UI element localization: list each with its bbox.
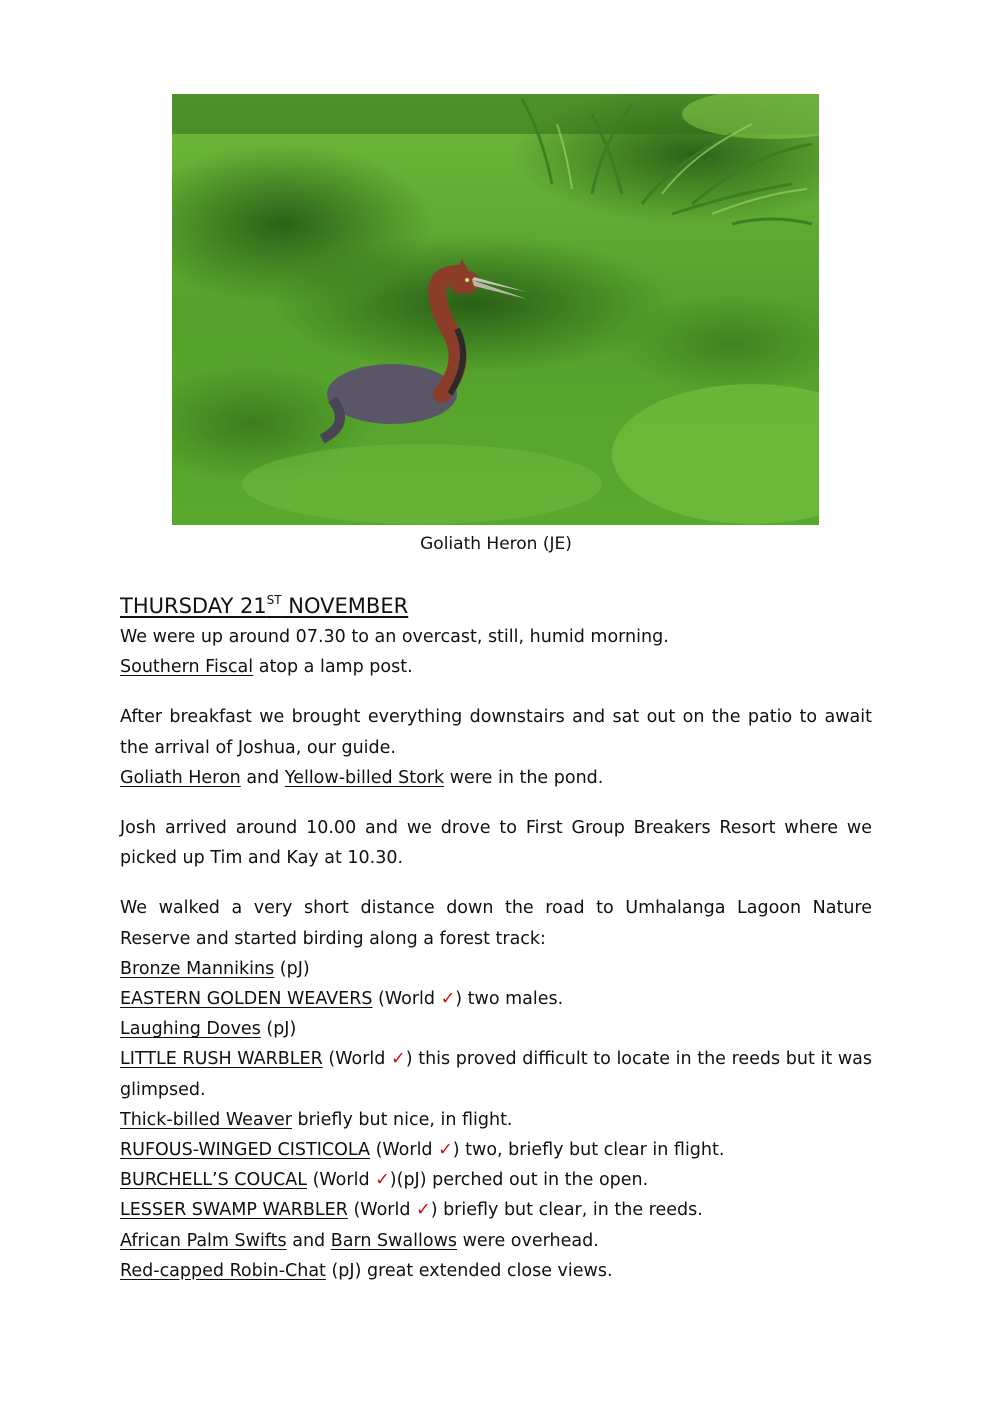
text: (World	[307, 1170, 376, 1191]
text: were in the pond.	[444, 767, 604, 788]
text: and	[286, 1230, 331, 1251]
text: (pJ)	[274, 958, 310, 979]
text: ) this proved difficult to locate in the reeds but it was glimpsed.	[120, 1049, 872, 1100]
list-item	[120, 1135, 872, 1165]
list-item	[120, 984, 872, 1014]
paragraph-1-line-1: We were up around 07.30 to an overcast, still, humid morning.	[120, 627, 669, 647]
tick-icon: ✓	[391, 1049, 406, 1070]
list-item	[120, 1165, 872, 1195]
paragraph-2: After breakfast we brought everything downstairs and sat out on the patio to await the arrival of Joshua, our guide.	[120, 707, 872, 758]
species-name: RUFOUS-WINGED CISTICOLA	[120, 1140, 370, 1161]
list-item	[120, 1014, 872, 1044]
list-item	[120, 1105, 872, 1135]
text: (pJ) great extended close views.	[325, 1260, 613, 1281]
text: briefly but nice, in flight.	[291, 1109, 513, 1130]
list-item	[120, 1256, 872, 1286]
paragraph-3: Josh arrived around 10.00 and we drove to First Group Breakers Resort where we picked up Tim and Kay at 10.30.	[120, 818, 872, 869]
species-name: Barn Swallows	[330, 1230, 457, 1251]
paragraph-1-line-2	[120, 652, 872, 682]
species-goliath-heron: Goliath Heron	[120, 767, 241, 788]
species-name: Red-capped Robin-Chat	[120, 1260, 326, 1281]
tick-icon: ✓	[375, 1170, 390, 1191]
list-item	[120, 954, 872, 984]
species-name: EASTERN GOLDEN WEAVERS	[120, 989, 373, 1010]
species-name: Bronze Mannikins	[120, 958, 275, 979]
tick-icon: ✓	[440, 989, 456, 1010]
text: were overhead.	[457, 1230, 599, 1251]
text: (pJ)	[260, 1019, 297, 1040]
goliath-heron-photo	[172, 94, 819, 525]
tick-icon: ✓	[416, 1200, 431, 1221]
species-name: LESSER SWAMP WARBLER	[120, 1200, 348, 1221]
text: (World	[372, 989, 441, 1010]
species-name: Thick-billed Weaver	[120, 1109, 292, 1130]
heading-month: NOVEMBER	[281, 594, 409, 618]
list-item	[120, 1195, 872, 1225]
text: (World	[347, 1200, 417, 1221]
text: ) two, briefly but clear in flight.	[452, 1140, 725, 1161]
text: ) briefly but clear, in the reeds.	[430, 1200, 703, 1221]
text: (World	[322, 1049, 391, 1070]
heading-day: THURSDAY 21	[120, 594, 267, 618]
tick-icon: ✓	[438, 1140, 453, 1161]
text: and	[240, 767, 285, 788]
heading-ordinal: ST	[266, 593, 282, 607]
text: (World	[370, 1140, 439, 1161]
day-heading	[120, 590, 872, 622]
text: atop a lamp post.	[253, 657, 413, 678]
species-name: Laughing Doves	[120, 1019, 261, 1040]
list-item	[120, 1226, 872, 1256]
photo-caption: Goliath Heron (JE)	[420, 534, 572, 554]
text: ) two males.	[455, 989, 564, 1010]
paragraph-2-species	[120, 763, 872, 793]
species-name: BURCHELL’S COUCAL	[120, 1170, 308, 1191]
list-item	[120, 1044, 872, 1104]
species-southern-fiscal: Southern Fiscal	[120, 657, 254, 678]
species-name: African Palm Swifts	[120, 1230, 287, 1251]
paragraph-4: We walked a very short distance down the road to Umhalanga Lagoon Nature Reserve and started birding along a forest track:	[120, 898, 872, 949]
species-name: LITTLE RUSH WARBLER	[120, 1049, 323, 1070]
diary-content	[120, 590, 872, 1286]
species-yellow-billed-stork: Yellow-billed Stork	[284, 767, 445, 788]
text: )(pJ) perched out in the open.	[389, 1170, 649, 1191]
